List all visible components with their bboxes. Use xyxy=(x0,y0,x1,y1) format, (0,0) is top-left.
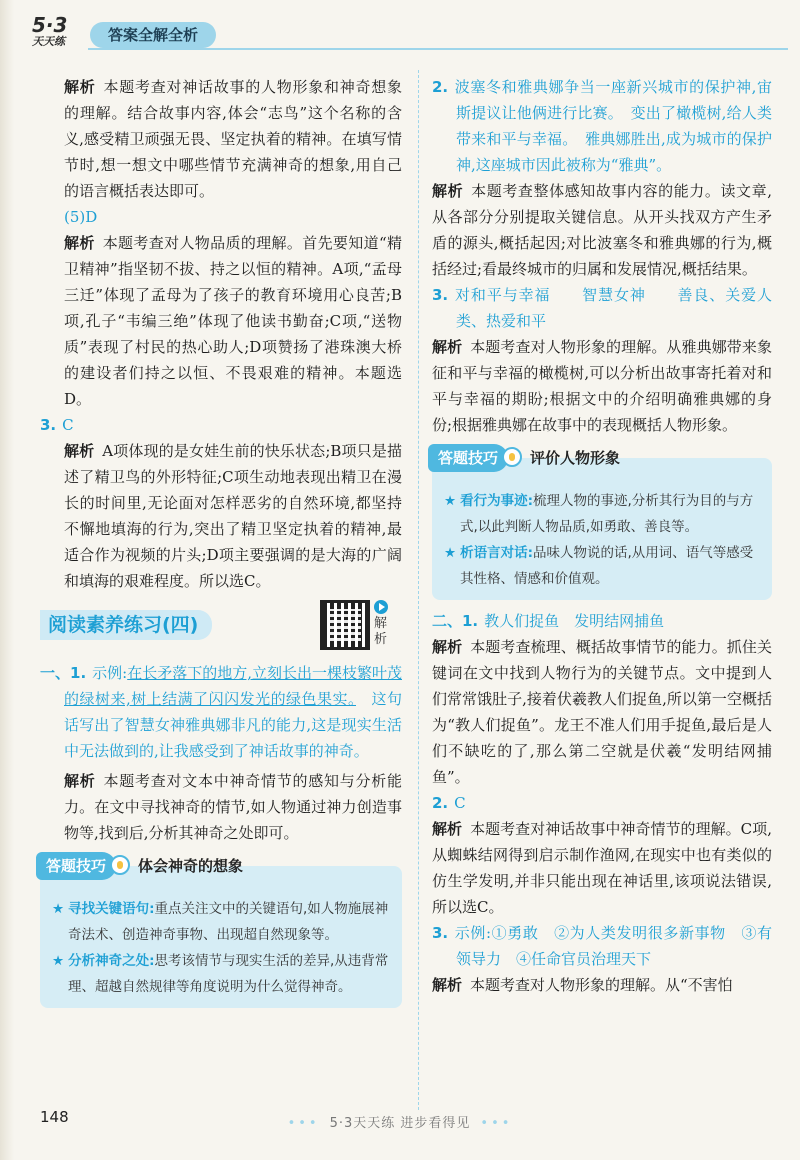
question-number: 2. xyxy=(432,78,449,96)
left-column xyxy=(40,74,402,1008)
answer-text: 示例:①勇敢 ②为人类发明很多新事物 ③有领导力 ④任命官员治理天下 xyxy=(454,924,772,968)
answer-q3 xyxy=(432,282,772,334)
tip-key: 看行为事迹: xyxy=(460,493,534,509)
analysis-label: 解析 xyxy=(432,182,464,200)
right-column xyxy=(432,74,772,998)
qr-code-icon[interactable] xyxy=(320,600,370,650)
tip-badge: 答题技巧 xyxy=(428,444,508,472)
tip-title: 评价人物形象 xyxy=(530,449,621,467)
answer-prefix: 示例: xyxy=(92,664,128,682)
question-number: 二、1. xyxy=(432,612,479,630)
answer-q3 xyxy=(40,412,402,438)
answer-text: 教人们捉鱼 发明结网捕鱼 xyxy=(484,612,665,630)
tip-key: 分析神奇之处: xyxy=(68,953,155,969)
analysis-text: 本题考查对人物形象的理解。从雅典娜带来象征和平与幸福的橄榄树,可以分析出故事寄托着对和平与幸福的期盼;根据文中的介绍明确雅典娜的身份;根据雅典娜在故事中的表现概括人物形象。 xyxy=(432,338,772,434)
footer-slogan xyxy=(0,1112,800,1131)
page-edge xyxy=(0,0,14,1160)
tip-text: 品味人物说的话,从用词、语气等感受其性格、情感和价值观。 xyxy=(460,545,754,587)
analysis-label: 解析 xyxy=(432,820,463,838)
analysis-paragraph xyxy=(40,768,402,846)
answer-s2q2 xyxy=(432,790,772,816)
tip-header xyxy=(36,852,243,882)
analysis-paragraph xyxy=(432,972,772,998)
analysis-paragraph xyxy=(432,334,772,438)
footer-dots: ••• xyxy=(480,1116,513,1131)
analysis-text: 本题考查对神话故事中神奇情节的理解。C项,从蜘蛛结网得到启示制作渔网,在现实中也有类似的仿生学发明,并非只能出现在神话里,该项说法错误,所以选C。 xyxy=(432,820,772,916)
answer-s1q1 xyxy=(40,660,402,764)
tip-key: 寻找关键语句: xyxy=(68,901,155,917)
question-number: 3. xyxy=(432,286,449,304)
analysis-label: 解析 xyxy=(432,338,463,356)
analysis-paragraph xyxy=(40,74,402,204)
header-title: 答案全解全析 xyxy=(90,22,216,48)
analysis-label: 解析 xyxy=(432,638,463,656)
logo-text: 5·3 xyxy=(32,13,68,37)
qr-analysis-link[interactable] xyxy=(374,600,396,648)
analysis-paragraph xyxy=(40,230,402,412)
analysis-label: 解析 xyxy=(64,234,95,252)
column-divider xyxy=(418,70,419,1110)
brand-logo xyxy=(32,14,86,54)
slogan-text: 5·3天天练 进步看得见 xyxy=(329,1116,471,1131)
answer-text: 对和平与幸福 智慧女神 善良、关爱人类、热爱和平 xyxy=(454,286,772,330)
answer-q2 xyxy=(432,74,772,178)
answer-underlined: 在长矛落下的地方,立刻长出一棵枝繁叶茂的绿树来,树上结满了闪闪发光的绿色果实。 xyxy=(64,664,402,708)
page-number: 148 xyxy=(40,1108,69,1126)
tip-text: 重点关注文中的关键语句,如人物施展神奇法术、创造神奇事物、出现超自然现象等。 xyxy=(68,901,389,943)
lightbulb-icon xyxy=(110,855,130,875)
tip-item xyxy=(52,948,390,1000)
answer-text: 雅典娜胜出,成为城市的保护神,这座城市因此被称为“雅典”。 xyxy=(456,130,772,174)
answer-s2q3 xyxy=(432,920,772,972)
analysis-label: 解析 xyxy=(64,442,95,460)
star-icon: ★ xyxy=(444,545,457,561)
page-header xyxy=(32,14,772,54)
answer-text: 变出了橄榄树,给人类带来和平与幸福。 xyxy=(456,104,772,148)
lightbulb-icon xyxy=(502,447,522,467)
analysis-paragraph xyxy=(432,634,772,790)
analysis-text: 本题考查对人物形象的理解。从“不害怕 xyxy=(470,976,733,994)
analysis-text: 本题考查对人物品质的理解。首先要知道“精卫精神”指坚韧不拔、持之以恒的精神。A项,“孟母三迁”体现了孟母为了孩子的教育环境用心良苦;B项,孔子“韦编三绝”体现了他读书勤奋;C项,“送物质”表现了村民的热心助人;D项赞扬了港珠澳大桥的建设者们持之以恒、不畏艰难的精神。本题选D。 xyxy=(64,234,402,408)
answer-s2q1 xyxy=(432,608,772,634)
tip-item xyxy=(52,896,390,948)
answer-text: 波塞冬和雅典娜争当一座新兴城市的保护神,宙斯提议让他俩进行比赛。 xyxy=(454,78,772,122)
tip-header xyxy=(428,444,620,474)
question-number: 2. xyxy=(432,794,449,812)
analysis-text: 本题考查对神话故事的人物形象和神奇想象的理解。结合故事内容,体会“志鸟”这个名称的含义,感受精卫顽强无畏、坚定执着的精神。在填写情节时,想一想文中哪些情节充满神奇的想象,用自己的语言概括表达即可。 xyxy=(64,78,402,200)
star-icon: ★ xyxy=(52,953,65,969)
analysis-paragraph xyxy=(432,178,772,282)
tip-text: 思考该情节与现实生活的差异,从违背常理、超越自然规律等角度说明为什么觉得神奇。 xyxy=(68,953,389,995)
logo-subtext: 天天练 xyxy=(32,35,65,48)
answer-text: C xyxy=(454,794,466,812)
footer-dots: ••• xyxy=(287,1116,320,1131)
header-rule xyxy=(88,48,788,50)
page-footer xyxy=(0,1108,800,1138)
tip-key: 析语言对话: xyxy=(460,545,534,561)
question-number: 3. xyxy=(432,924,449,942)
question-number: 一、1. xyxy=(40,664,87,682)
answer-text: C xyxy=(62,416,74,434)
tip-item xyxy=(444,540,760,592)
analysis-label: 解析 xyxy=(64,78,96,96)
tip-box xyxy=(432,449,772,600)
play-icon xyxy=(374,600,388,614)
section-heading xyxy=(40,600,402,656)
qr-label: 解析 xyxy=(374,616,388,647)
analysis-text: 本题考查梳理、概括故事情节的能力。抓住关键词在文中找到人物行为的关键节点。文中提到人们常常饿肚子,接着伏羲教人们捉鱼,所以第一空概括为“教人们捉鱼”。龙王不准人们用手捉鱼,最后是人们不缺吃的了,那么第二空就是伏羲“发明结网捕鱼”。 xyxy=(432,638,772,786)
question-number: 3. xyxy=(40,416,57,434)
analysis-text: 本题考查整体感知故事内容的能力。读文章,从各部分分别提取关键信息。从开头找双方产生矛盾的源头,概括起因;对比波塞冬和雅典娜的行为,概括经过;看最终城市的归属和发展情况,概括结果。 xyxy=(432,182,772,278)
tip-badge: 答题技巧 xyxy=(36,852,116,880)
analysis-paragraph xyxy=(40,438,402,594)
analysis-label: 解析 xyxy=(64,772,96,790)
analysis-text: 本题考查对文本中神奇情节的感知与分析能力。在文中寻找神奇的情节,如人物通过神力创造事物等,找到后,分析其神奇之处即可。 xyxy=(64,772,402,842)
analysis-text: A项体现的是女娃生前的快乐状态;B项只是描述了精卫鸟的外形特征;C项生动地表现出精卫在漫长的时间里,无论面对怎样恶劣的自然环境,都坚持不懈地填海的行为,突出了精卫坚定执着的精神,最适合作为视频的片头;D项主要强调的是大海的广阔和填海的艰难程度。所以选C。 xyxy=(64,442,402,590)
tip-title: 体会神奇的想象 xyxy=(138,857,244,875)
analysis-paragraph xyxy=(432,816,772,920)
section-title: 阅读素养练习(四) xyxy=(40,610,212,640)
tip-box xyxy=(40,857,402,1008)
tip-item xyxy=(444,488,760,540)
answer-text: 这句话写出了智慧女神雅典娜非凡的能力,这是现实生活中无法做到的,让我感受到了神话故事的神奇。 xyxy=(64,690,402,760)
analysis-label: 解析 xyxy=(432,976,463,994)
star-icon: ★ xyxy=(52,901,65,917)
star-icon: ★ xyxy=(444,493,457,509)
tip-text: 梳理人物的事迹,分析其行为目的与方式,以此判断人物品质,如勇敢、善良等。 xyxy=(460,493,754,535)
answer-q5: (5)D xyxy=(64,208,98,226)
